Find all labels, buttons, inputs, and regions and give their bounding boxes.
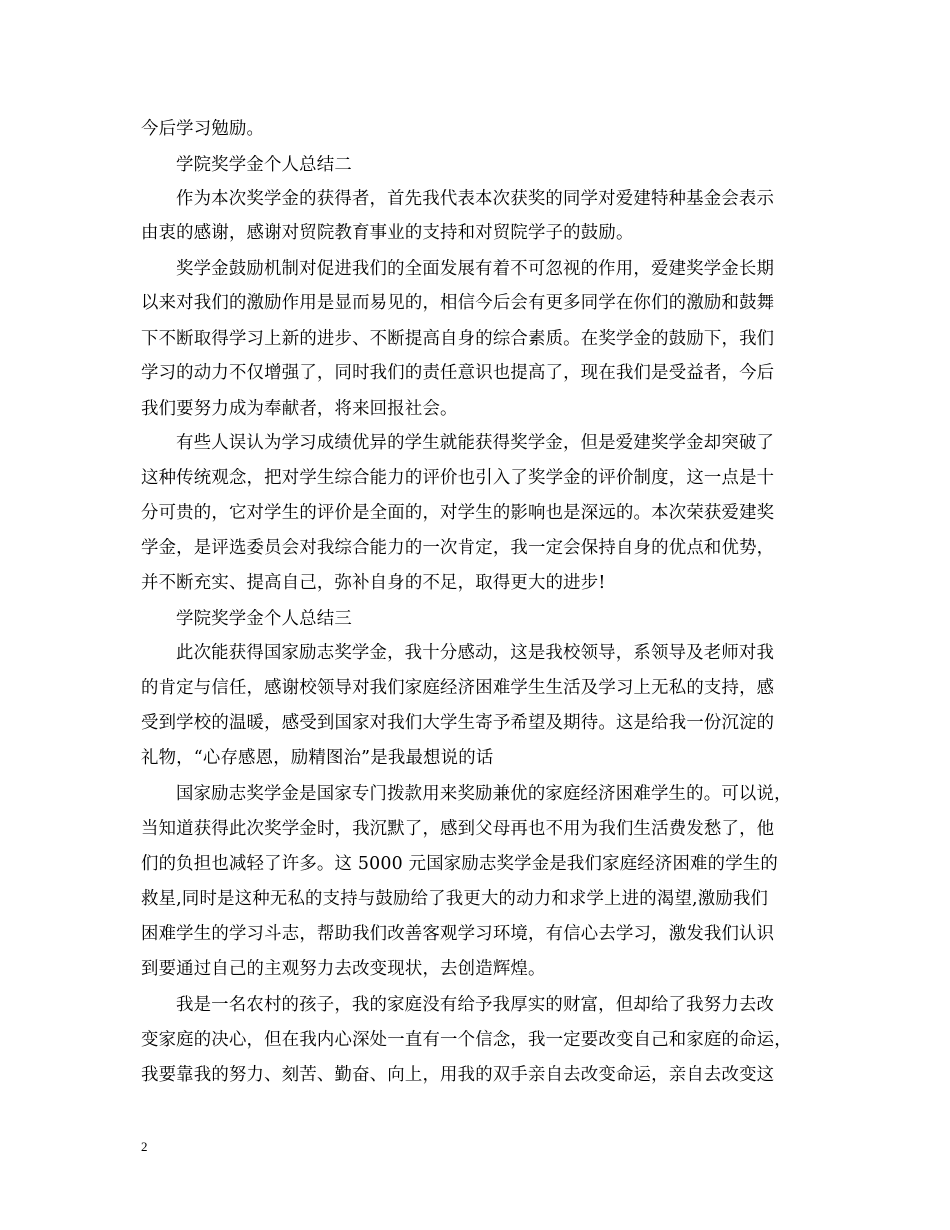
page-number: 2	[141, 1139, 148, 1154]
text-line: 分可贵的，它对学生的评价是全面的，对学生的影响也是深远的。本次荣获爱建奖	[141, 503, 775, 523]
text-line: 我是一名农村的孩子，我的家庭没有给予我厚实的财富，但却给了我努力去改	[176, 995, 775, 1015]
text-line: 学金，是评选委员会对我综合能力的一次肯定，我一定会保持自身的优点和优势，	[141, 538, 775, 558]
text-line: 今后学习勉励。	[141, 119, 265, 139]
text-line: 这种传统观念，把对学生综合能力的评价也引入了奖学金的评价制度，这一点是十	[141, 468, 775, 488]
text-line: 下不断取得学习上新的进步、不断提高自身的综合素质。在奖学金的鼓励下，我们	[141, 329, 775, 349]
text-line: 奖学金鼓励机制对促进我们的全面发展有着不可忽视的作用，爱建奖学金长期	[176, 259, 775, 279]
text-line: 国家励志奖学金是国家专门拨款用来奖励兼优的家庭经济困难学生的。可以说，	[176, 784, 792, 804]
text-line: 的肯定与信任，感谢校领导对我们家庭经济困难学生生活及学习上无私的支持，感	[141, 678, 775, 698]
section-heading: 学院奖学金个人总结三	[176, 609, 352, 629]
text-line: 们的负担也减轻了许多。这 5000 元国家励志奖学金是我们家庭经济困难的学生的	[141, 854, 779, 874]
text-line: 受到学校的温暖，感受到国家对我们大学生寄予希望及期待。这是给我一份沉淀的	[141, 713, 775, 733]
text-line: 此次能获得国家励志奖学金，我十分感动，这是我校领导，系领导及老师对我	[176, 643, 775, 663]
text-line: 以来对我们的激励作用是显而易见的，相信今后会有更多同学在你们的激励和鼓舞	[141, 293, 775, 313]
text-line: 我要靠我的努力、刻苦、勤奋、向上，用我的双手亲自去改变命运，亲自去改变这	[141, 1065, 775, 1085]
text-line: 学习的动力不仅增强了，同时我们的责任意识也提高了，现在我们是受益者，今后	[141, 363, 775, 383]
text-line: 我们要努力成为奉献者，将来回报社会。	[141, 399, 458, 419]
text-line: 礼物，“心存感恩，励精图治”是我最想说的话	[141, 748, 494, 768]
text-line: 由衷的感谢，感谢对贸院教育事业的支持和对贸院学子的鼓励。	[141, 223, 634, 243]
text-line: 困难学生的学习斗志，帮助我们改善客观学习环境，有信心去学习，激发我们认识	[141, 924, 775, 944]
text-line: 并不断充实、提高自己，弥补自身的不足，取得更大的进步!	[141, 573, 606, 593]
text-line: 到要通过自己的主观努力去改变现状，去创造辉煌。	[141, 959, 546, 979]
text-line: 有些人误认为学习成绩优异的学生就能获得奖学金，但是爱建奖学金却突破了	[176, 433, 775, 453]
text-line: 当知道获得此次奖学金时，我沉默了，感到父母再也不用为我们生活费发愁了，他	[141, 819, 775, 839]
text-line: 变家庭的决心，但在我内心深处一直有一个信念，我一定要改变自己和家庭的命运，	[141, 1030, 792, 1050]
text-line: 救星,同时是这种无私的支持与鼓励给了我更大的动力和求学上进的渴望,激励我们	[141, 889, 769, 909]
text-line: 作为本次奖学金的获得者，首先我代表本次获奖的同学对爱建特种基金会表示	[176, 189, 775, 209]
section-heading: 学院奖学金个人总结二	[176, 155, 352, 175]
